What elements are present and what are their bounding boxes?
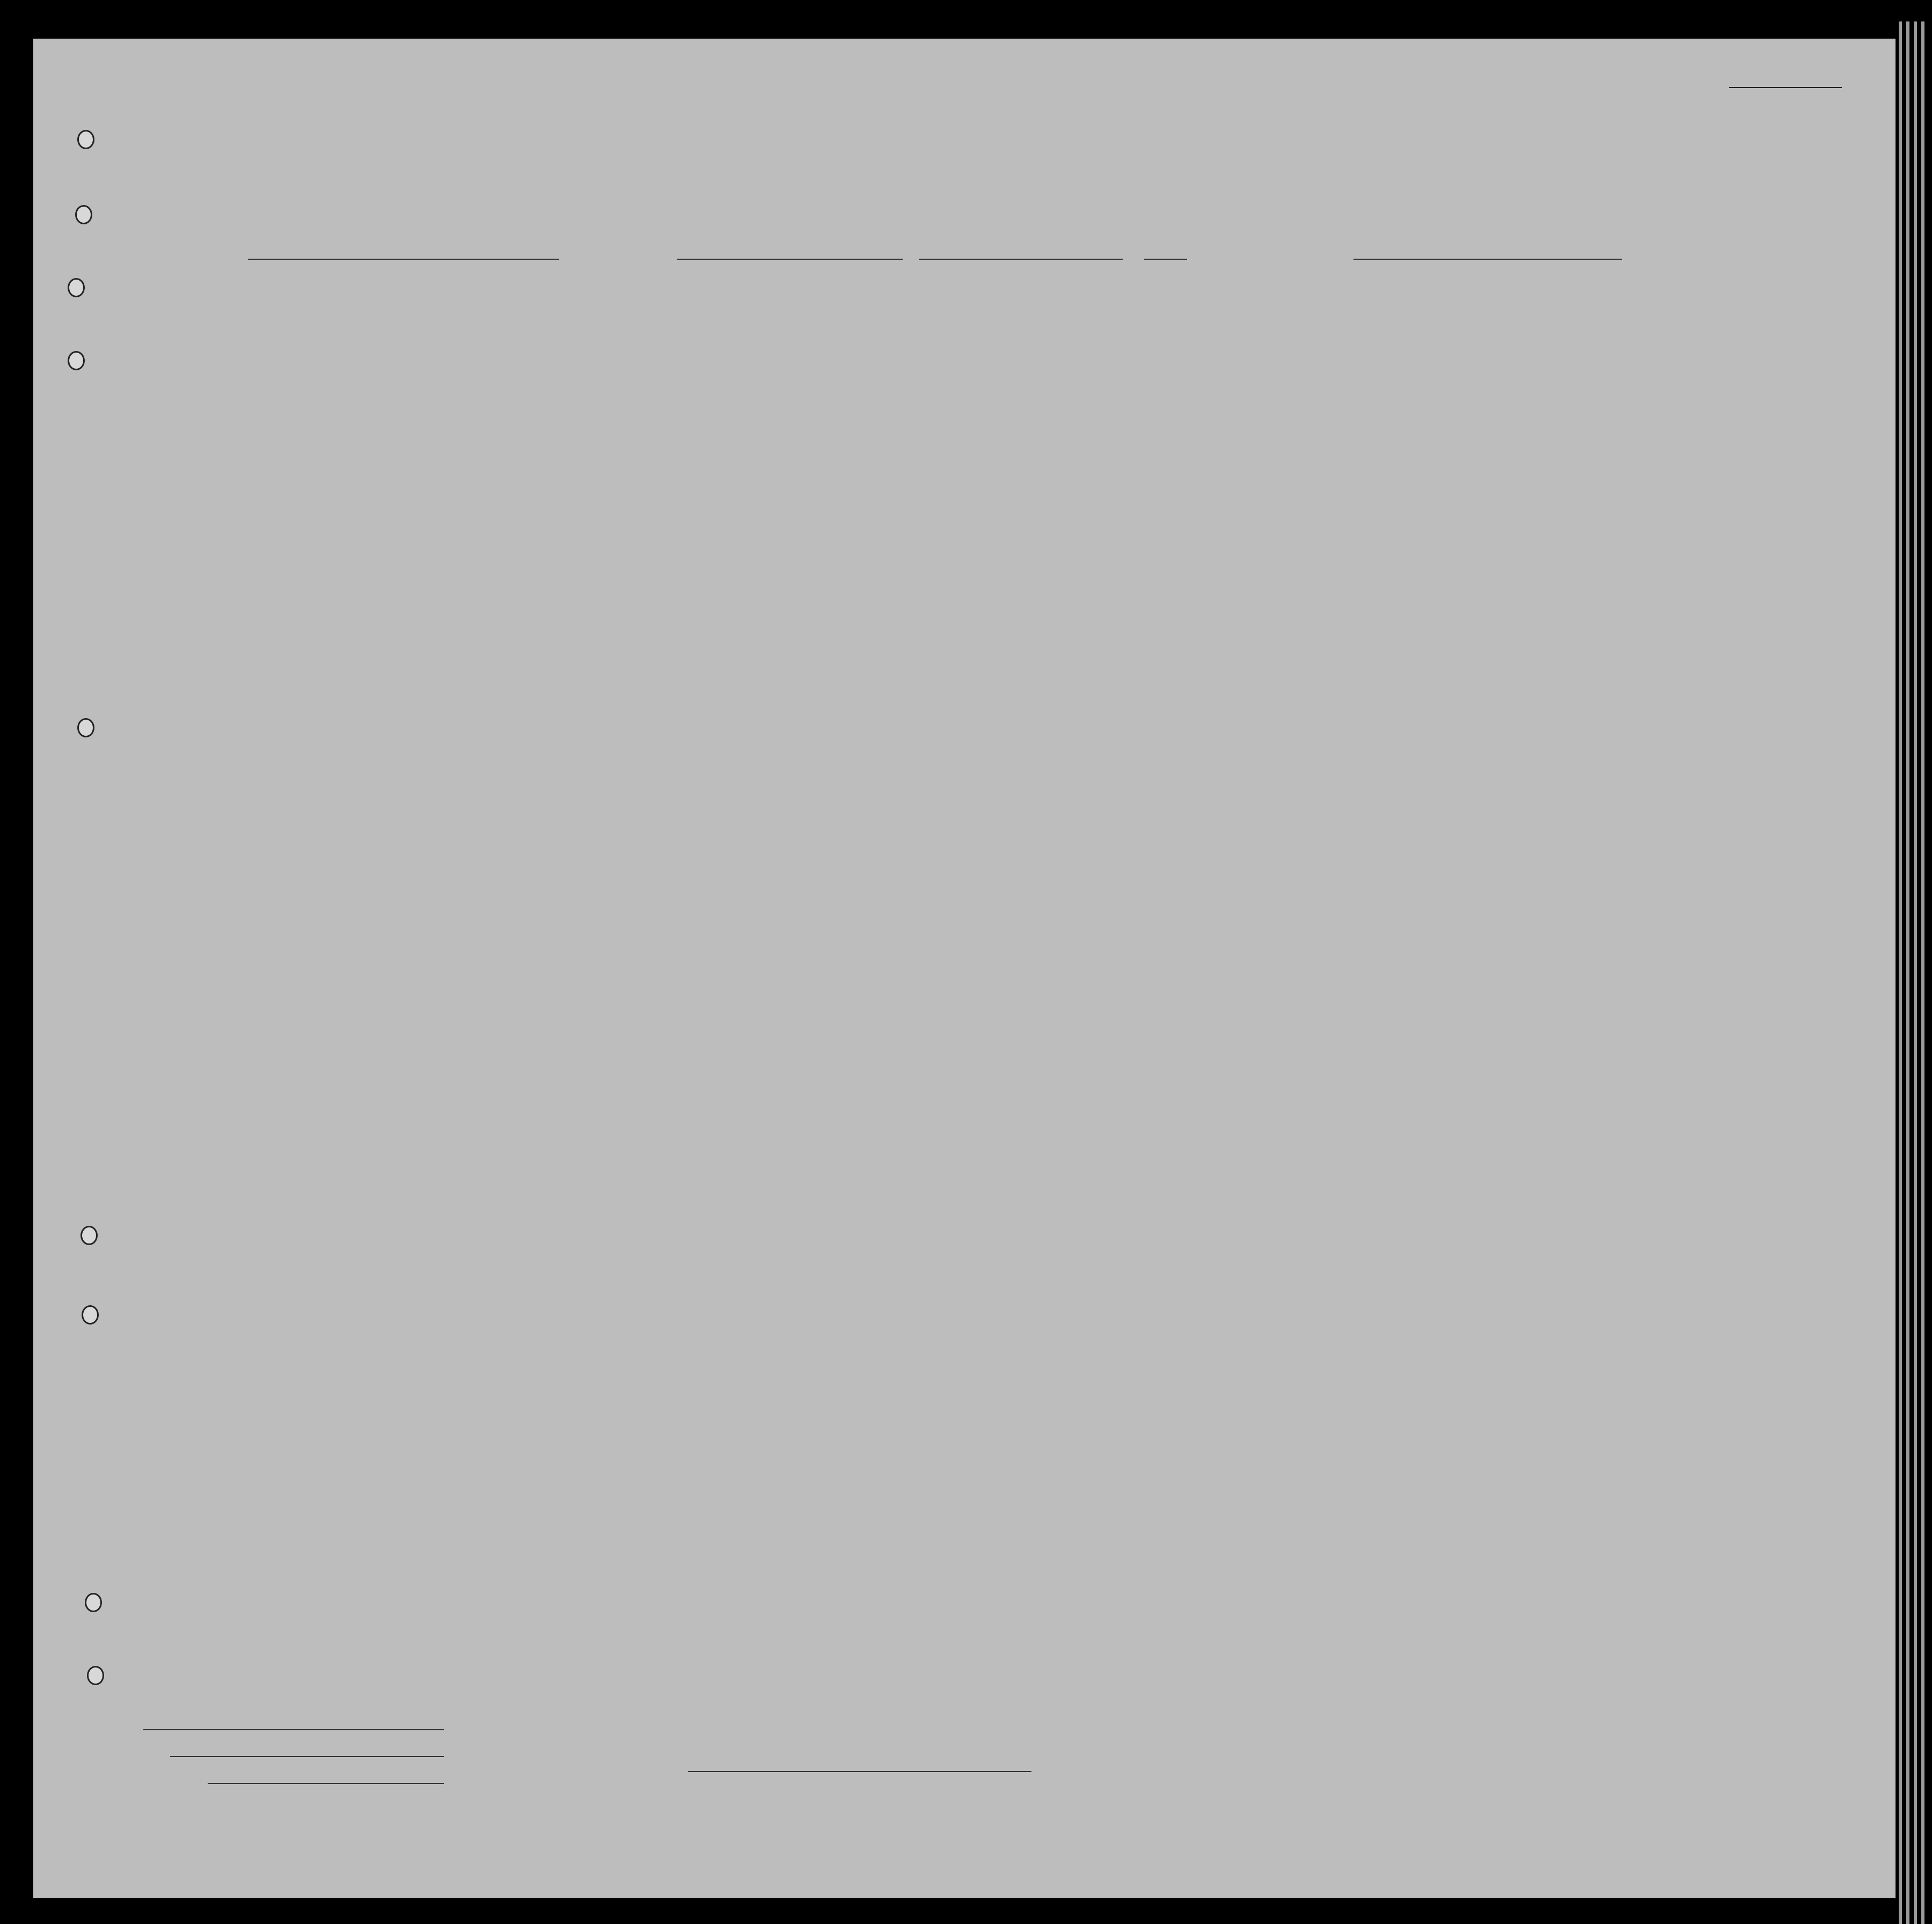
form-grid [33, 39, 1896, 1898]
binder-hole [68, 351, 85, 370]
binder-hole [80, 1226, 98, 1245]
binder-hole [75, 205, 92, 224]
binder-hole [68, 278, 85, 297]
binder-hole [77, 718, 94, 737]
date-underline [919, 259, 1123, 260]
binder-hole [77, 130, 94, 149]
inspector-signature-line [688, 1771, 1031, 1772]
footer-line-underline [143, 1729, 444, 1730]
from-underline [1353, 259, 1622, 260]
page-edge-strips [1896, 21, 1932, 1924]
binder-hole [82, 1305, 99, 1325]
manifest-sheet [33, 39, 1896, 1898]
year-underline [1144, 259, 1187, 260]
binder-hole [85, 1593, 102, 1612]
footer-agents-underline [208, 1783, 444, 1784]
sheet-no-underline [1729, 87, 1842, 88]
footer-owners-underline [170, 1756, 444, 1757]
vessel-underline [248, 259, 559, 260]
binder-hole [87, 1666, 104, 1685]
arriving-underline [677, 259, 903, 260]
